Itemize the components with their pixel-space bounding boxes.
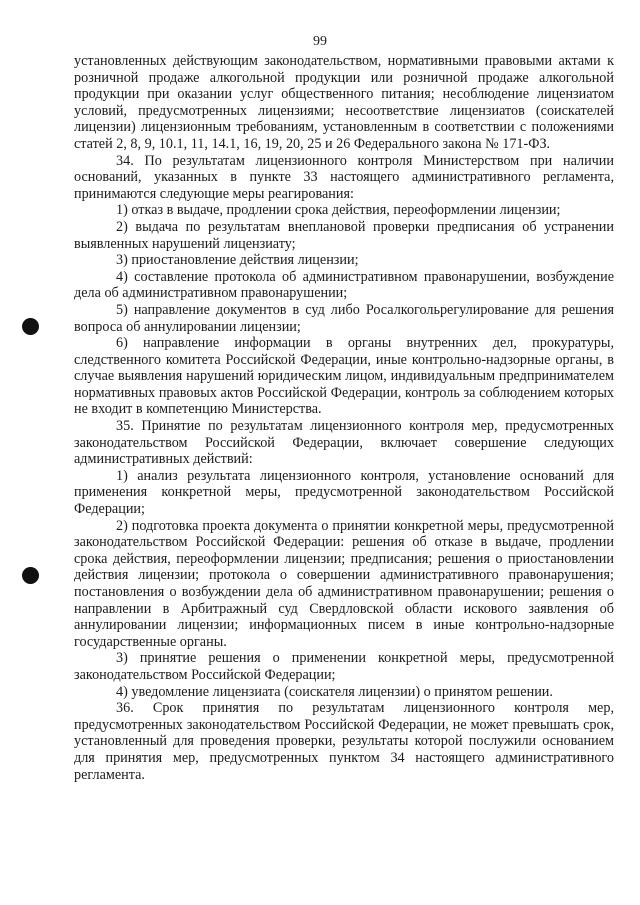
paragraph: 3) приостановление действия лицензии; <box>116 252 359 269</box>
page-number: 99 <box>313 34 327 49</box>
paragraph: установленных действующим законодательством, нормативными правовыми актами к розничной продаже алкогольной продукции или розничной продаже алкогольной продукции при оказании услуг общественного питания; несоблюдение лицензиатом условий, предусмотренных лицензиями; несоответствие лицензиатов (соискателей лицензии) лицензионным требованиям, установленным в соответствии с положениями статей 2, 8, 9, 10.1, 11, 14.1, 16, 19, 20, 25 и 26 Федерального закона № 171-ФЗ. <box>74 53 614 152</box>
paragraph: 3) принятие решения о применении конкретной меры, предусмотренной законодательством Российской Федерации; <box>74 650 614 683</box>
document-body <box>74 53 614 783</box>
binder-hole-mark <box>22 567 39 584</box>
paragraph: 6) направление информации в органы внутренних дел, прокуратуры, следственного комитета Российской Федерации, иные контрольно-надзорные органы, в случае выявления нарушений юридическим лицом, индивидуальным предпринимателем нормативных правовых актов Российской Федерации, контроль за соблюдением которых не входит в компетенцию Министерства. <box>74 335 614 418</box>
paragraph: 2) выдача по результатам внеплановой проверки предписания об устранении выявленных нарушений лицензиату; <box>74 218 614 252</box>
paragraph: 1) отказ в выдаче, продлении срока действия, переоформлении лицензии; <box>116 202 561 219</box>
paragraph: 4) составление протокола об административном правонарушении, возбуждение дела об административном правонарушении; <box>74 268 614 302</box>
paragraph: 2) подготовка проекта документа о принятии конкретной меры, предусмотренной законодательством Российской Федерации: решения об отказе в выдаче, продлении срока действия, переоформлении лицензии; предписания; решения о приостановлении действия лицензии; протокола о совершении административного правонарушения; постановления о возбуждении дела об административном правонарушении; решения о направлении в Арбитражный суд Свердловской области искового заявления об аннулировании лицензии; информационных писем в иные контрольно-надзорные государственные органы. <box>74 517 614 650</box>
paragraph: 4) уведомление лицензиата (соискателя лицензии) о принятом решении. <box>116 683 553 700</box>
paragraph: 1) анализ результата лицензионного контроля, установление оснований для применения конкретной меры, предусмотренной законодательством Российской Федерации; <box>74 467 614 518</box>
paragraph: 5) направление документов в суд либо Росалкогольрегулирование для решения вопроса об аннулировании лицензии; <box>74 301 614 335</box>
binder-hole-mark <box>22 318 39 335</box>
paragraph: 35. Принятие по результатам лицензионного контроля мер, предусмотренных законодательством Российской Федерации, включает совершение следующих административных действий: <box>74 418 614 468</box>
paragraph: 34. По результатам лицензионного контроля Министерством при наличии оснований, указанных в пункте 33 настоящего административного регламента, принимаются следующие меры реагирования: <box>74 152 614 202</box>
paragraph: 36. Срок принятия по результатам лицензионного контроля мер, предусмотренных законодательством Российской Федерации, не может превышать срок, установленный для проведения проверки, результаты которой послужили основанием для принятия мер, предусмотренных пунктом 34 настоящего административного регламента. <box>74 700 614 783</box>
